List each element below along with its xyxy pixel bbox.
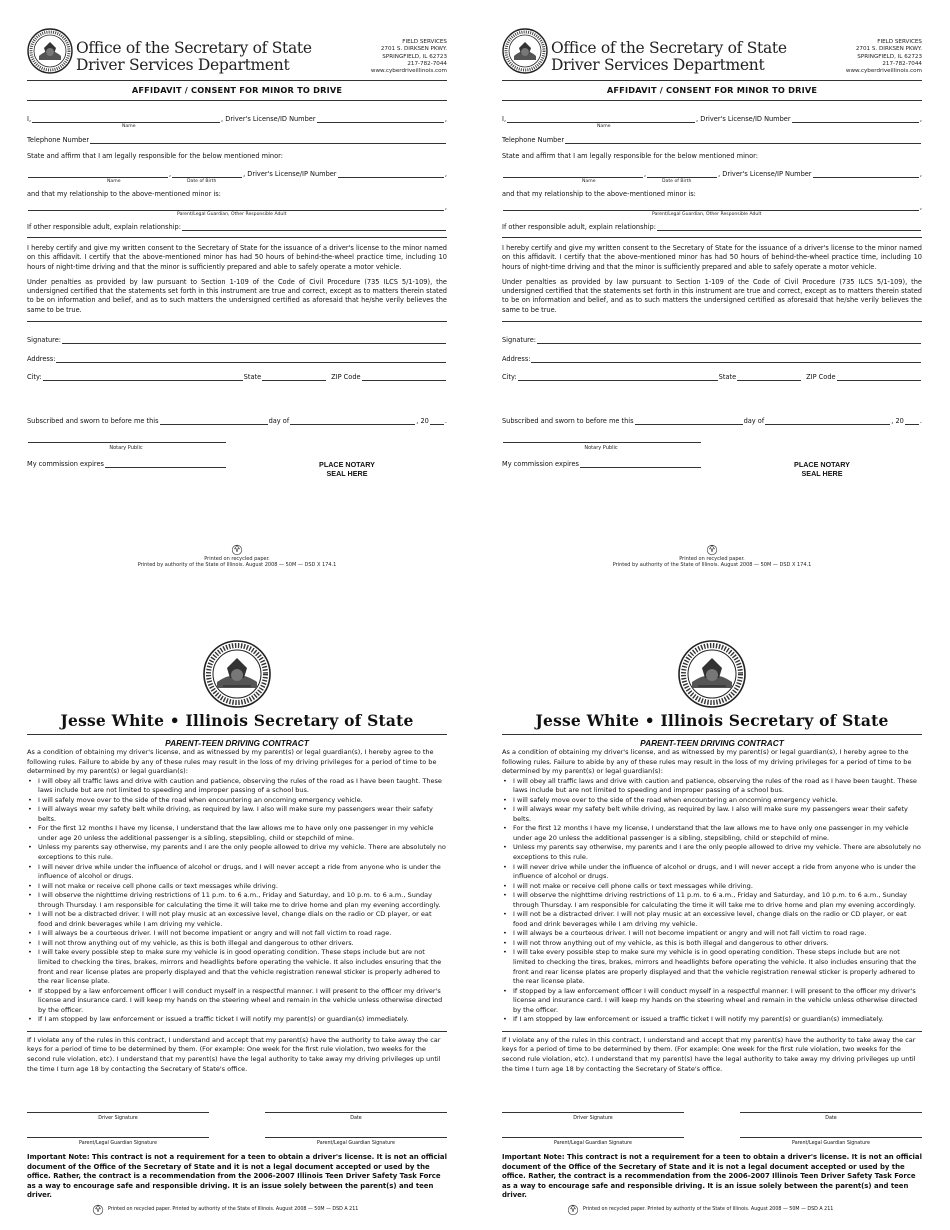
other-adult-field[interactable] [182, 223, 446, 231]
certify-paragraph: I hereby certify and give my written consent to the Secretary of State for the issuance of a driver's license to the minor named on this affidavit. I certify that the above-mentioned minor has had 50 hours of behind-the-wheel practice time, including 10 hours of night-time driving and that the minor is sufficiently prepared and able to safely operate a motor vehicle. [502, 244, 922, 271]
contract-rule-item: • I will not be a distracted driver. I will not play music at an excessive level, change dials on the radio or CD player, or eat food and drink beverages while I am driving my vehicle. [27, 910, 447, 929]
state-field[interactable] [737, 373, 801, 381]
address-line: Address: [502, 355, 922, 363]
contract-intro: As a condition of obtaining my driver's license, and as witnessed by my parent(s) or legal guardian(s), I hereby agree to the following rules. Failure to abide by any of these rules may result in the loss of my driving privileges for a period of time to be determined by my parent(s) or legal guardian(s): [502, 748, 912, 776]
contract-rule-item: • I will obey all traffic laws and drive with caution and patience, observing the rules of the road as I have been taught. These laws include but are not limited to speeding and improper passing of a school bus. [502, 777, 922, 796]
affidavit-form: Office of the Secretary of State Driver Services Department FIELD SERVICES 2701 S. DIRKSEN PKWY. SPRINGFIELD, IL 62723 217-782-7044 www.cyberdriveillinois.com AFFIDAVIT / CONSENT FOR MINOR TO DRIVE I, , Driver's License/ID Number , Name Telephone Number State and affirm that I am legally responsible for the below mentioned minor: , , Driver's License/IP Number , Name Date of Birth and that my relationship to the above-mentioned minor is: , Parent/Legal Guardian, Other Responsible Adult If other responsible adult, explain relationship: I hereby certify and give my written consent to the Secretary of State for the issuance of a driver's license to the minor named on this affidavit. I certify that the above-mentioned minor has had 50 hours of behind-the-wheel practice time, including 10 hours of night-time driving and that the minor is sufficiently prepared and able to safely operate a motor vehicle. Under penalties as provided by law pursuant to Section 1-109 of the Code of Civil Procedure (735 ILCS 5/1-109), the undersigned certified that the statements set forth in this instrument are true and correct, except as to matters therein stated to be on information and belief, and as to such matters the undersigned certified as aforesaid that he/she verily believes the same to be true. Signature: Address: City: State ZIP Code Subscribed and sworn to before me this day of , 20 . Notary Public My commission expires PLACE NOTARY SEAL HERE Printed on recycled paper. Printed by authority of the State of Illinois. August 2008 — 50M — DSD X 174.1 [27, 28, 447, 569]
recycled-note: Printed on recycled paper. [679, 555, 745, 562]
minor-dob-field[interactable] [647, 170, 717, 178]
important-note: Important Note: This contract is not a requirement for a teen to obtain a driver's license. It is not an official document of the Office of the Secretary of State and it is not a legal document accepted or used by the office. Rather, the contract is a recommendation from the 2006-2007 Illinois Teen Driver Safety Task Force as a way to encourage safe and responsible driving. It is an issue solely between the parent(s) and teen driver. [502, 1153, 922, 1200]
signature-line: Signature: [502, 336, 922, 344]
minor-license-field[interactable] [813, 170, 919, 178]
name-field[interactable] [32, 115, 220, 123]
minor-license-field[interactable] [338, 170, 444, 178]
relationship-field[interactable] [503, 203, 919, 211]
commission-field[interactable] [105, 460, 226, 468]
printed-by-note: Printed by authority of the State of Illinois. August 2008 — 50M — DSD X 174.1 [612, 562, 812, 569]
name-license-line: I, , Driver's License/ID Number , [502, 115, 922, 123]
contract-rule-item: • Unless my parents say otherwise, my parents and I are the only people allowed to drive my vehicle. There are absolutely no exceptions to this rule. [502, 843, 922, 862]
contract-rule-item: • I will not make or receive cell phone calls or text messages while driving. [27, 882, 447, 892]
affidavit-header [27, 28, 447, 80]
address-line: Address: [27, 355, 447, 363]
minor-name-field[interactable] [28, 170, 168, 178]
commission-line: My commission expires [502, 460, 702, 468]
commission-field[interactable] [580, 460, 701, 468]
minor-dob-field[interactable] [172, 170, 242, 178]
sworn-line: Subscribed and sworn to before me this day of , 20 . [502, 417, 922, 426]
parent-teen-contract [502, 640, 922, 1216]
state-affirm-text: State and affirm that I am legally responsible for the below mentioned minor: [502, 152, 758, 160]
contract-rule-item: • I will safely move over to the side of the road when encountering an oncoming emergency vehicle. [27, 796, 447, 806]
affidavit-form: Office of the Secretary of State Driver Services Department FIELD SERVICES 2701 S. DIRKSEN PKWY. SPRINGFIELD, IL 62723 217-782-7044 www.cyberdriveillinois.com AFFIDAVIT / CONSENT FOR MINOR TO DRIVE I, , Driver's License/ID Number , Name Telephone Number State and affirm that I am legally responsible for the below mentioned minor: , , Driver's License/IP Number , Name Date of Birth and that my relationship to the above-mentioned minor is: , Parent/Legal Guardian, Other Responsible Adult If other responsible adult, explain relationship: I hereby certify and give my written consent to the Secretary of State for the issuance of a driver's license to the minor named on this affidavit. I certify that the above-mentioned minor has had 50 hours of behind-the-wheel practice time, including 10 hours of night-time driving and that the minor is sufficiently prepared and able to safely operate a motor vehicle. Under penalties as provided by law pursuant to Section 1-109 of the Code of Civil Procedure (735 ILCS 5/1-109), the undersigned certified that the statements set forth in this instrument are true and correct, except as to matters therein stated to be on information and belief, and as to such matters the undersigned certified as aforesaid that he/she verily believes the same to be true. Signature: Address: City: State ZIP Code Subscribed and sworn to before me this day of , 20 . Notary Public My commission expires PLACE NOTARY SEAL HERE Printed on recycled paper. Printed by authority of the State of Illinois. August 2008 — 50M — DSD X 174.1 [502, 28, 922, 569]
signature-field[interactable] [62, 336, 446, 344]
name-license-line: I, , Driver's License/ID Number , [27, 115, 447, 123]
relationship-field[interactable] [28, 203, 444, 211]
contract-rule-item: • If I am stopped by law enforcement or issued a traffic ticket I will notify my parent(s) or guardian(s) immediately. [502, 1015, 922, 1025]
contract-rule-item: • I will observe the nighttime driving restrictions of 11 p.m. to 6 a.m., Friday and Saturday, and 10 p.m. to 6 a.m., Sunday through Thursday. I am responsible for calculating the time it will take me to drive home and plan my evening accordingly. [502, 891, 922, 910]
contract-rule-item: • I will never drive while under the influence of alcohol or drugs, and I will never accept a ride from anyone who is under the influence of alcohol or drugs. [502, 863, 922, 882]
printed-by-note: Printed by authority of the State of Illinois. August 2008 — 50M — DSD X 174.1 [137, 562, 337, 569]
other-adult-line: If other responsible adult, explain relationship: [502, 223, 922, 231]
commission-line: My commission expires [27, 460, 227, 468]
other-adult-line: If other responsible adult, explain relationship: [27, 223, 447, 231]
office-title: Office of the Secretary of State Driver Services Department [551, 39, 787, 74]
contract-rule-item: • I will always be a courteous driver. I will not become impatient or angry and will not fall victim to road rage. [502, 929, 922, 939]
sworn-year-field[interactable] [905, 417, 919, 425]
recycle-icon [567, 1204, 579, 1216]
city-field[interactable] [518, 373, 718, 381]
telephone-line: Telephone Number [502, 136, 922, 144]
guardian-signature-field-2[interactable]: Parent/Legal Guardian Signature [265, 1137, 447, 1146]
license-number-field[interactable] [317, 115, 444, 123]
driver-date-field[interactable]: Date [740, 1112, 922, 1121]
recycle-icon [706, 544, 718, 556]
relationship-text: and that my relationship to the above-mentioned minor is: [502, 190, 696, 198]
contract-rules-list [27, 777, 447, 1025]
contract-title: PARENT-TEEN DRIVING CONTRACT [27, 734, 447, 748]
address-field[interactable] [531, 355, 921, 363]
notary-public-field[interactable] [503, 435, 701, 443]
contract-title: PARENT-TEEN DRIVING CONTRACT [502, 734, 922, 748]
sworn-month-field[interactable] [765, 417, 890, 425]
driver-signature-field[interactable]: Driver Signature [502, 1112, 684, 1121]
contract-rule-item: • I will not throw anything out of my vehicle, as this is both illegal and dangerous to other drivers. [27, 939, 447, 949]
field-services-address: FIELD SERVICES 2701 S. DIRKSEN PKWY. SPRINGFIELD, IL 62723 217-782-7044 www.cyberdriveillinois.com [370, 39, 447, 75]
contract-footer: Printed on recycled paper. Printed by authority of the State of Illinois. August 2008 — 50M — DSD A 211 [108, 1207, 359, 1213]
recycled-note: Printed on recycled paper. [204, 555, 270, 562]
violation-paragraph: If I violate any of the rules in this contract, I understand and accept that my parent(s) have the authority to take away the car keys for a period of time to be determined by them. (For example: One week for the first rule violation, two weeks for the second rule violation, etc). I understand that my parent(s) have the legal authority to take away my driving privileges up until the time I turn age 18 by contacting the Secretary of State's office. [27, 1035, 441, 1073]
guardian-signature-field[interactable]: Parent/Legal Guardian Signature [27, 1137, 209, 1146]
secretary-of-state-header: Jesse White • Illinois Secretary of State [60, 711, 414, 730]
license-number-field[interactable] [792, 115, 919, 123]
notary-seal-area: PLACE NOTARY SEAL HERE [794, 459, 850, 478]
state-seal-icon [203, 640, 271, 708]
office-title: Office of the Secretary of State Driver Services Department [76, 39, 312, 74]
minor-line: , , Driver's License/IP Number , [502, 170, 922, 178]
zip-field[interactable] [837, 373, 921, 381]
minor-line: , , Driver's License/IP Number , [27, 170, 447, 178]
city-state-zip-line: City: State ZIP Code [27, 373, 447, 381]
driver-signature-field[interactable]: Driver Signature [27, 1112, 209, 1121]
state-seal-icon [502, 28, 548, 74]
field-services-address: FIELD SERVICES 2701 S. DIRKSEN PKWY. SPRINGFIELD, IL 62723 217-782-7044 www.cyberdriveillinois.com [845, 39, 922, 75]
contract-rule-item: • I will always be a courteous driver. I will not become impatient or angry and will not fall victim to road rage. [27, 929, 447, 939]
contract-rule-item: • I will never drive while under the influence of alcohol or drugs, and I will never accept a ride from anyone who is under the influence of alcohol or drugs. [27, 863, 447, 882]
guardian-signature-field[interactable]: Parent/Legal Guardian Signature [502, 1137, 684, 1146]
contract-rule-item: • I will observe the nighttime driving restrictions of 11 p.m. to 6 a.m., Friday and Saturday, and 10 p.m. to 6 a.m., Sunday through Thursday. I am responsible for calculating the time it will take me to drive home and plan my evening accordingly. [27, 891, 447, 910]
contract-rule-item: • I will take every possible step to make sure my vehicle is in good operating condition. These steps include but are not limited to checking the tires, brakes, mirrors and headlights before operating the vehicle. It also includes ensuring that the front and rear license plates are properly displayed and that the vehicle registration renewal sticker is properly adhered to the rear license plate. [502, 948, 922, 986]
signature-line: Signature: [27, 336, 447, 344]
affidavit-title: AFFIDAVIT / CONSENT FOR MINOR TO DRIVE [131, 85, 343, 95]
sworn-year-field[interactable] [430, 417, 444, 425]
contract-rule-item: • If I am stopped by law enforcement or issued a traffic ticket I will notify my parent(s) or guardian(s) immediately. [27, 1015, 447, 1025]
contract-rule-item: • If stopped by a law enforcement officer I will conduct myself in a respectful manner. I will present to the officer my driver's license and insurance card. I will keep my hands on the steering wheel and remain in the vehicle unless otherwise directed by the officer. [502, 987, 922, 1016]
contract-copy-right [502, 640, 922, 1215]
telephone-field[interactable] [565, 136, 921, 144]
contract-rules-list [502, 777, 922, 1025]
signature-field[interactable] [537, 336, 921, 344]
contract-rule-item: • I will safely move over to the side of the road when encountering an oncoming emergency vehicle. [502, 796, 922, 806]
parent-teen-contract [27, 640, 447, 1216]
guardian-signature-field-2[interactable]: Parent/Legal Guardian Signature [740, 1137, 922, 1146]
affidavit-header [502, 28, 922, 80]
minor-name-field[interactable] [503, 170, 643, 178]
name-field[interactable] [507, 115, 695, 123]
contract-footer: Printed on recycled paper. Printed by authority of the State of Illinois. August 2008 — 50M — DSD A 211 [583, 1207, 834, 1213]
state-field[interactable] [262, 373, 326, 381]
sworn-line: Subscribed and sworn to before me this day of , 20 . [27, 417, 447, 426]
sworn-month-field[interactable] [290, 417, 415, 425]
notary-public-field[interactable] [28, 435, 226, 443]
contract-intro: As a condition of obtaining my driver's license, and as witnessed by my parent(s) or legal guardian(s), I hereby agree to the following rules. Failure to abide by any of these rules may result in the loss of my driving privileges for a period of time to be determined by my parent(s) or legal guardian(s): [27, 748, 437, 776]
contract-rule-item: • I will not throw anything out of my vehicle, as this is both illegal and dangerous to other drivers. [502, 939, 922, 949]
recycle-icon [92, 1204, 104, 1216]
contract-rule-item: • I will take every possible step to make sure my vehicle is in good operating condition. These steps include but are not limited to checking the tires, brakes, mirrors and headlights before operating the vehicle. It also includes ensuring that the front and rear license plates are properly displayed and that the vehicle registration renewal sticker is properly adhered to the rear license plate. [27, 948, 447, 986]
contract-copy-left [27, 640, 447, 1215]
state-seal-icon [27, 28, 73, 74]
city-state-zip-line: City: State ZIP Code [502, 373, 922, 381]
sworn-day-field[interactable] [635, 417, 743, 425]
penalties-paragraph: Under penalties as provided by law pursuant to Section 1-109 of the Code of Civil Procedure (735 ILCS 5/1-109), the undersigned certified that the statements set forth in this instrument are true and correct, except as to matters therein stated to be on information and belief, and as to such matters the undersigned certified as aforesaid that he/she verily believes the same to be true. [502, 277, 922, 314]
contract-rule-item: • I will always wear my safety belt while driving, as required by law. I also will make sure my passengers wear their safety belts. [27, 805, 447, 824]
sworn-day-field[interactable] [160, 417, 268, 425]
relationship-text: and that my relationship to the above-mentioned minor is: [27, 190, 221, 198]
contract-rule-item: • I will not make or receive cell phone calls or text messages while driving. [502, 882, 922, 892]
contract-rule-item: • I will obey all traffic laws and drive with caution and patience, observing the rules of the road as I have been taught. These laws include but are not limited to speeding and improper passing of a school bus. [27, 777, 447, 796]
city-field[interactable] [43, 373, 243, 381]
state-seal-icon [678, 640, 746, 708]
contract-rule-item: • I will not be a distracted driver. I will not play music at an excessive level, change dials on the radio or CD player, or eat food and drink beverages while I am driving my vehicle. [502, 910, 922, 929]
contract-rule-item: • For the first 12 months I have my license, I understand that the law allows me to have only one passenger in my vehicle under age 20 unless the additional passenger is a sibling, stepsibling, child or stepchild of mine. [502, 824, 922, 843]
secretary-of-state-header: Jesse White • Illinois Secretary of State [535, 711, 889, 730]
state-affirm-text: State and affirm that I am legally responsible for the below mentioned minor: [27, 152, 283, 160]
telephone-line: Telephone Number [27, 136, 447, 144]
other-adult-field[interactable] [657, 223, 921, 231]
contract-rule-item: • I will always wear my safety belt while driving, as required by law. I also will make sure my passengers wear their safety belts. [502, 805, 922, 824]
zip-field[interactable] [362, 373, 446, 381]
affidavit-title: AFFIDAVIT / CONSENT FOR MINOR TO DRIVE [606, 85, 818, 95]
penalties-paragraph: Under penalties as provided by law pursuant to Section 1-109 of the Code of Civil Procedure (735 ILCS 5/1-109), the undersigned certified that the statements set forth in this instrument are true and correct, except as to matters therein stated to be on information and belief, and as to such matters the undersigned certified as aforesaid that he/she verily believes the same to be true. [27, 277, 447, 314]
driver-date-field[interactable]: Date [265, 1112, 447, 1121]
recycle-icon [231, 544, 243, 556]
contract-rule-item: • Unless my parents say otherwise, my parents and I are the only people allowed to drive my vehicle. There are absolutely no exceptions to this rule. [27, 843, 447, 862]
telephone-field[interactable] [90, 136, 446, 144]
important-note: Important Note: This contract is not a requirement for a teen to obtain a driver's license. It is not an official document of the Office of the Secretary of State and it is not a legal document accepted or used by the office. Rather, the contract is a recommendation from the 2006-2007 Illinois Teen Driver Safety Task Force as a way to encourage safe and responsible driving. It is an issue solely between the parent(s) and teen driver. [27, 1153, 447, 1200]
affidavit-copy-left [27, 28, 447, 598]
contract-rule-item: • For the first 12 months I have my license, I understand that the law allows me to have only one passenger in my vehicle under age 20 unless the additional passenger is a sibling, stepsibling, child or stepchild of mine. [27, 824, 447, 843]
certify-paragraph: I hereby certify and give my written consent to the Secretary of State for the issuance of a driver's license to the minor named on this affidavit. I certify that the above-mentioned minor has had 50 hours of behind-the-wheel practice time, including 10 hours of night-time driving and that the minor is sufficiently prepared and able to safely operate a motor vehicle. [27, 244, 447, 271]
violation-paragraph: If I violate any of the rules in this contract, I understand and accept that my parent(s) have the authority to take away the car keys for a period of time to be determined by them. (For example: One week for the first rule violation, two weeks for the second rule violation, etc). I understand that my parent(s) have the legal authority to take away my driving privileges up until the time I turn age 18 by contacting the Secretary of State's office. [502, 1035, 916, 1073]
address-field[interactable] [56, 355, 446, 363]
notary-seal-area: PLACE NOTARY SEAL HERE [319, 459, 375, 478]
affidavit-copy-right [502, 28, 922, 598]
contract-rule-item: • If stopped by a law enforcement officer I will conduct myself in a respectful manner. I will present to the officer my driver's license and insurance card. I will keep my hands on the steering wheel and remain in the vehicle unless otherwise directed by the officer. [27, 987, 447, 1016]
